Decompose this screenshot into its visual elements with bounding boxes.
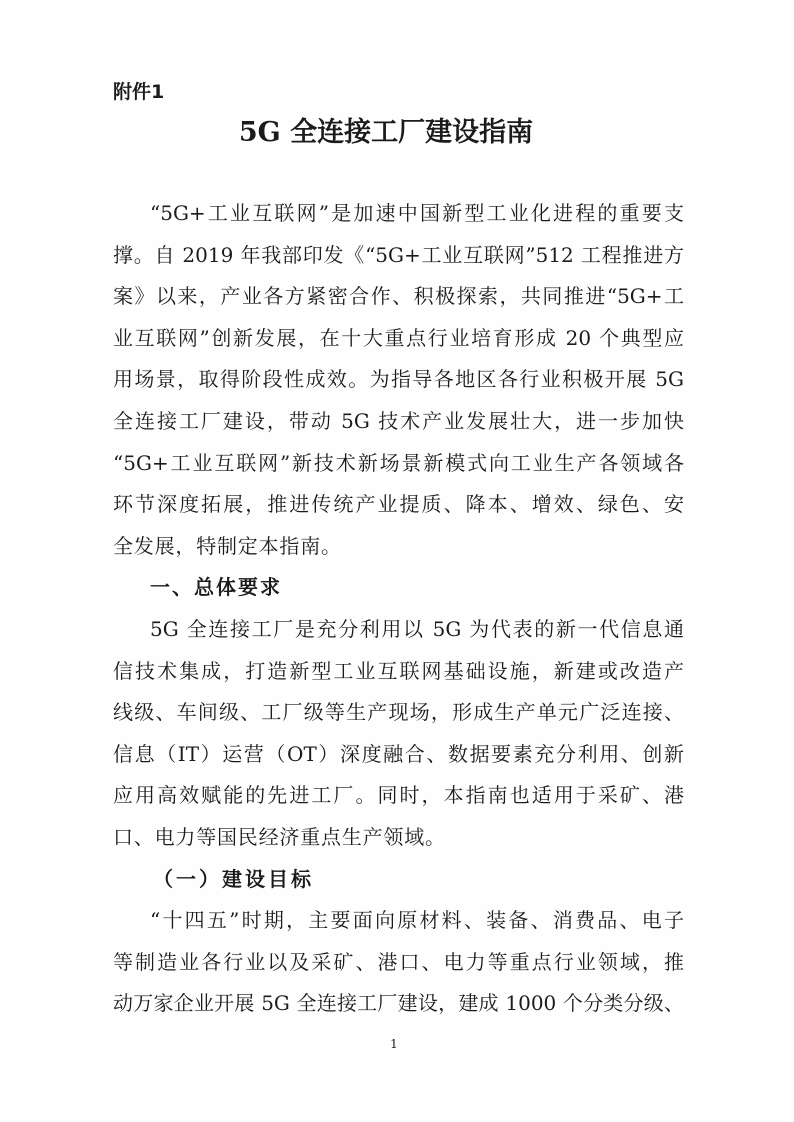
intro-line: 案》以来，产业各方紧密合作、积极探索，共同推进“5G+工 — [113, 284, 684, 309]
intro-line: 撑。自 2019 年我部印发《“5G+工业互联网”512 工程推进方 — [113, 242, 684, 267]
intro-line: “5G+工业互联网”是加速中国新型工业化进程的重要支 — [150, 201, 684, 225]
intro-line: 业互联网”创新发展，在十大重点行业培育形成 20 个典型应 — [113, 325, 684, 350]
general-requirements-line: 5G 全连接工厂是充分利用以 5G 为代表的新一代信息通 — [150, 616, 684, 641]
subsection-heading-construction-goals: （一）建设目标 — [153, 866, 314, 891]
general-requirements-line: 信息（IT）运营（OT）深度融合、数据要素充分利用、创新 — [113, 741, 684, 766]
page-number: 1 — [390, 1037, 398, 1051]
intro-line: 用场景，取得阶段性成效。为指导各地区各行业积极开展 5G — [113, 367, 684, 392]
general-requirements-line: 应用高效赋能的先进工厂。同时，本指南也适用于采矿、港 — [113, 783, 684, 808]
construction-goals-line: 动万家企业开展 5G 全连接工厂建设，建成 1000 个分类分级、 — [113, 991, 684, 1016]
construction-goals-line: 等制造业各行业以及采矿、港口、电力等重点行业领域，推 — [113, 949, 684, 974]
general-requirements-line: 线级、车间级、工厂级等生产现场，形成生产单元广泛连接、 — [113, 700, 684, 725]
intro-line: 环节深度拓展，推进传统产业提质、降本、增效、绿色、安 — [113, 492, 684, 517]
construction-goals-line: “十四五”时期，主要面向原材料、装备、消费品、电子 — [150, 908, 684, 933]
document-body — [113, 193, 684, 1025]
intro-line: 全发展，特制定本指南。 — [113, 533, 342, 558]
intro-line: “5G+工业互联网”新技术新场景新模式向工业生产各领域各 — [113, 450, 684, 475]
document-title: 5G 全连接工厂建设指南 — [238, 117, 534, 148]
intro-line: 全连接工厂建设，带动 5G 技术产业发展壮大，进一步加快 — [113, 408, 684, 433]
attachment-label: 附件1 — [113, 81, 165, 103]
general-requirements-line: 口、电力等国民经济重点生产领域。 — [113, 824, 446, 849]
general-requirements-line: 信技术集成，打造新型工业互联网基础设施，新建或改造产 — [113, 658, 684, 683]
section-heading-general-requirements: 一、总体要求 — [150, 575, 282, 600]
